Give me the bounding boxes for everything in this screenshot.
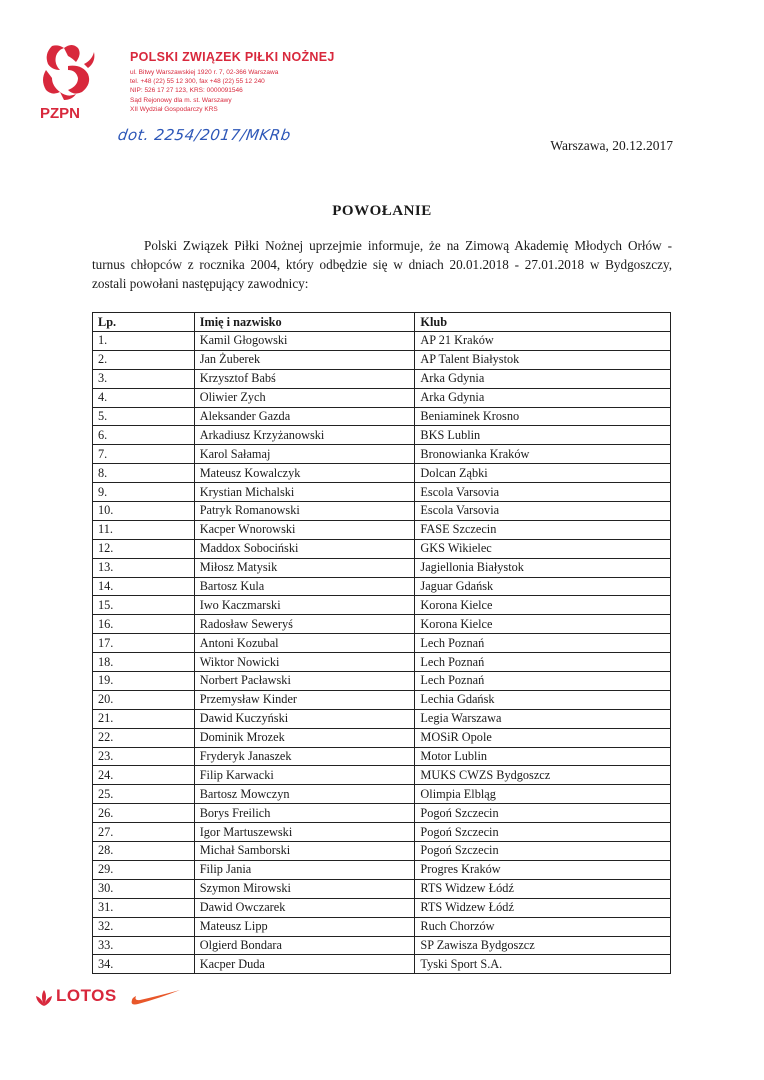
table-row — [93, 350, 671, 369]
player-club: Bronowianka Kraków — [415, 445, 671, 464]
player-name: Kacper Wnorowski — [194, 520, 415, 539]
table-row — [93, 426, 671, 445]
player-name: Szymon Mirowski — [194, 879, 415, 898]
row-number: 32. — [93, 917, 195, 936]
player-club: Lech Poznań — [415, 634, 671, 653]
row-number: 1. — [93, 332, 195, 351]
player-name: Dominik Mrozek — [194, 728, 415, 747]
row-number: 22. — [93, 728, 195, 747]
table-row — [93, 842, 671, 861]
player-name: Radosław Seweryś — [194, 615, 415, 634]
player-club: Escola Varsovia — [415, 483, 671, 502]
player-club: Motor Lublin — [415, 747, 671, 766]
handwritten-reference: dot. 2254/2017/MKRb — [116, 126, 293, 144]
row-number: 6. — [93, 426, 195, 445]
address-line: NIP: 526 17 27 123, KRS: 0000091546 — [130, 87, 243, 95]
row-number: 8. — [93, 464, 195, 483]
player-name: Dawid Kuczyński — [194, 709, 415, 728]
player-name: Przemysław Kinder — [194, 690, 415, 709]
row-number: 16. — [93, 615, 195, 634]
row-number: 17. — [93, 634, 195, 653]
address-line: Sąd Rejonowy dla m. st. Warszawy — [130, 96, 232, 104]
player-club: Pogoń Szczecin — [415, 842, 671, 861]
player-name: Igor Martuszewski — [194, 823, 415, 842]
table-row — [93, 690, 671, 709]
table-row — [93, 709, 671, 728]
player-name: Mateusz Kowalczyk — [194, 464, 415, 483]
player-name: Filip Karwacki — [194, 766, 415, 785]
player-name: Dawid Owczarek — [194, 898, 415, 917]
intro-paragraph — [92, 236, 672, 293]
row-number: 20. — [93, 690, 195, 709]
table-row — [93, 860, 671, 879]
row-number: 15. — [93, 596, 195, 615]
player-name: Maddox Sobociński — [194, 539, 415, 558]
row-number: 23. — [93, 747, 195, 766]
player-name: Mateusz Lipp — [194, 917, 415, 936]
player-name: Krystian Michalski — [194, 483, 415, 502]
player-club: Legia Warszawa — [415, 709, 671, 728]
table-row — [93, 917, 671, 936]
lotos-flower-icon — [34, 988, 54, 1008]
row-number: 21. — [93, 709, 195, 728]
row-number: 29. — [93, 860, 195, 879]
player-club: Escola Varsovia — [415, 502, 671, 521]
player-club: FASE Szczecin — [415, 520, 671, 539]
row-number: 31. — [93, 898, 195, 917]
header-lp: Lp. — [93, 313, 195, 332]
row-number: 18. — [93, 653, 195, 672]
player-club: GKS Wikielec — [415, 539, 671, 558]
player-name: Borys Freilich — [194, 804, 415, 823]
player-club: MOSiR Opole — [415, 728, 671, 747]
player-name: Karol Sałamaj — [194, 445, 415, 464]
player-club: SP Zawisza Bydgoszcz — [415, 936, 671, 955]
player-club: RTS Widzew Łódź — [415, 898, 671, 917]
player-club: Progres Kraków — [415, 860, 671, 879]
intro-text: Polski Związek Piłki Nożnej uprzejmie informuje, że na Zimową Akademię Młodych Orłów - turnus chłopców z rocznika 2004, który odbędzie się w dniach 20.01.2018 - 27.01.2018 w Bydgoszczy, zostali powołani następujący zawodnicy: — [92, 238, 672, 291]
player-club: Arka Gdynia — [415, 369, 671, 388]
table-row — [93, 577, 671, 596]
header-club: Klub — [415, 313, 671, 332]
table-row — [93, 483, 671, 502]
table-row — [93, 634, 671, 653]
pzpn-logo — [38, 40, 100, 122]
row-number: 34. — [93, 955, 195, 974]
table-row — [93, 332, 671, 351]
row-number: 12. — [93, 539, 195, 558]
row-number: 5. — [93, 407, 195, 426]
player-club: AP 21 Kraków — [415, 332, 671, 351]
player-name: Kamil Głogowski — [194, 332, 415, 351]
logo-text: PZPN — [40, 105, 81, 122]
table-row — [93, 766, 671, 785]
player-club: Lechia Gdańsk — [415, 690, 671, 709]
row-number: 19. — [93, 672, 195, 691]
nike-swoosh-icon — [130, 988, 182, 1008]
player-club: Pogoń Szczecin — [415, 823, 671, 842]
row-number: 24. — [93, 766, 195, 785]
table-row — [93, 596, 671, 615]
table-row — [93, 558, 671, 577]
player-name: Miłosz Matysik — [194, 558, 415, 577]
player-club: Tyski Sport S.A. — [415, 955, 671, 974]
row-number: 27. — [93, 823, 195, 842]
table-row — [93, 804, 671, 823]
address-line: ul. Bitwy Warszawskiej 1920 r. 7, 02-366 Warszawa — [130, 69, 279, 76]
table-row — [93, 539, 671, 558]
row-number: 11. — [93, 520, 195, 539]
player-club: Pogoń Szczecin — [415, 804, 671, 823]
player-club: Korona Kielce — [415, 615, 671, 634]
player-name: Antoni Kozubal — [194, 634, 415, 653]
row-number: 7. — [93, 445, 195, 464]
player-name: Bartosz Kula — [194, 577, 415, 596]
table-row — [93, 388, 671, 407]
address-line: tel. +48 (22) 55 12 300, fax +48 (22) 55 12 240 — [130, 78, 265, 86]
table-row — [93, 672, 671, 691]
player-club: Jagiellonia Białystok — [415, 558, 671, 577]
player-name: Kacper Duda — [194, 955, 415, 974]
document-date: Warszawa, 20.12.2017 — [550, 138, 673, 153]
table-row — [93, 520, 671, 539]
player-club: Arka Gdynia — [415, 388, 671, 407]
header-name: Imię i nazwisko — [194, 313, 415, 332]
player-name: Filip Jania — [194, 860, 415, 879]
row-number: 30. — [93, 879, 195, 898]
table-row — [93, 879, 671, 898]
player-name: Michał Samborski — [194, 842, 415, 861]
player-name: Jan Żuberek — [194, 350, 415, 369]
player-name: Krzysztof Babś — [194, 369, 415, 388]
row-number: 9. — [93, 483, 195, 502]
table-row — [93, 445, 671, 464]
row-number: 28. — [93, 842, 195, 861]
player-club: Jaguar Gdańsk — [415, 577, 671, 596]
player-club: BKS Lublin — [415, 426, 671, 445]
row-number: 33. — [93, 936, 195, 955]
row-number: 26. — [93, 804, 195, 823]
player-name: Fryderyk Janaszek — [194, 747, 415, 766]
player-name: Wiktor Nowicki — [194, 653, 415, 672]
org-name: POLSKI ZWIĄZEK PIŁKI NOŻNEJ — [130, 50, 335, 64]
table-row — [93, 369, 671, 388]
document-title: POWOŁANIE — [332, 203, 432, 219]
row-number: 3. — [93, 369, 195, 388]
player-club: Lech Poznań — [415, 653, 671, 672]
row-number: 14. — [93, 577, 195, 596]
row-number: 25. — [93, 785, 195, 804]
row-number: 10. — [93, 502, 195, 521]
table-row — [93, 936, 671, 955]
row-number: 13. — [93, 558, 195, 577]
player-name: Aleksander Gazda — [194, 407, 415, 426]
player-name: Iwo Kaczmarski — [194, 596, 415, 615]
row-number: 4. — [93, 388, 195, 407]
player-club: Dolcan Ząbki — [415, 464, 671, 483]
table-header-row — [93, 313, 671, 332]
player-club: Korona Kielce — [415, 596, 671, 615]
player-name: Bartosz Mowczyn — [194, 785, 415, 804]
players-table — [92, 312, 671, 974]
row-number: 2. — [93, 350, 195, 369]
table-row — [93, 785, 671, 804]
player-club: Lech Poznań — [415, 672, 671, 691]
player-name: Oliwier Zych — [194, 388, 415, 407]
sponsors-bar — [34, 986, 194, 1010]
table-row — [93, 747, 671, 766]
table-row — [93, 955, 671, 974]
table-row — [93, 898, 671, 917]
table-row — [93, 502, 671, 521]
player-name: Olgierd Bondara — [194, 936, 415, 955]
player-name: Patryk Romanowski — [194, 502, 415, 521]
player-club: Ruch Chorzów — [415, 917, 671, 936]
player-club: Beniaminek Krosno — [415, 407, 671, 426]
table-row — [93, 464, 671, 483]
table-row — [93, 653, 671, 672]
org-address — [130, 68, 278, 114]
address-line: XII Wydział Gospodarczy KRS — [130, 105, 218, 113]
table-row — [93, 823, 671, 842]
player-club: Olimpia Elbląg — [415, 785, 671, 804]
player-club: AP Talent Białystok — [415, 350, 671, 369]
table-row — [93, 615, 671, 634]
lotos-logo-text: LOTOS — [56, 986, 117, 1005]
player-name: Arkadiusz Krzyżanowski — [194, 426, 415, 445]
player-club: MUKS CWZS Bydgoszcz — [415, 766, 671, 785]
player-name: Norbert Pacławski — [194, 672, 415, 691]
table-row — [93, 728, 671, 747]
table-row — [93, 407, 671, 426]
player-club: RTS Widzew Łódź — [415, 879, 671, 898]
